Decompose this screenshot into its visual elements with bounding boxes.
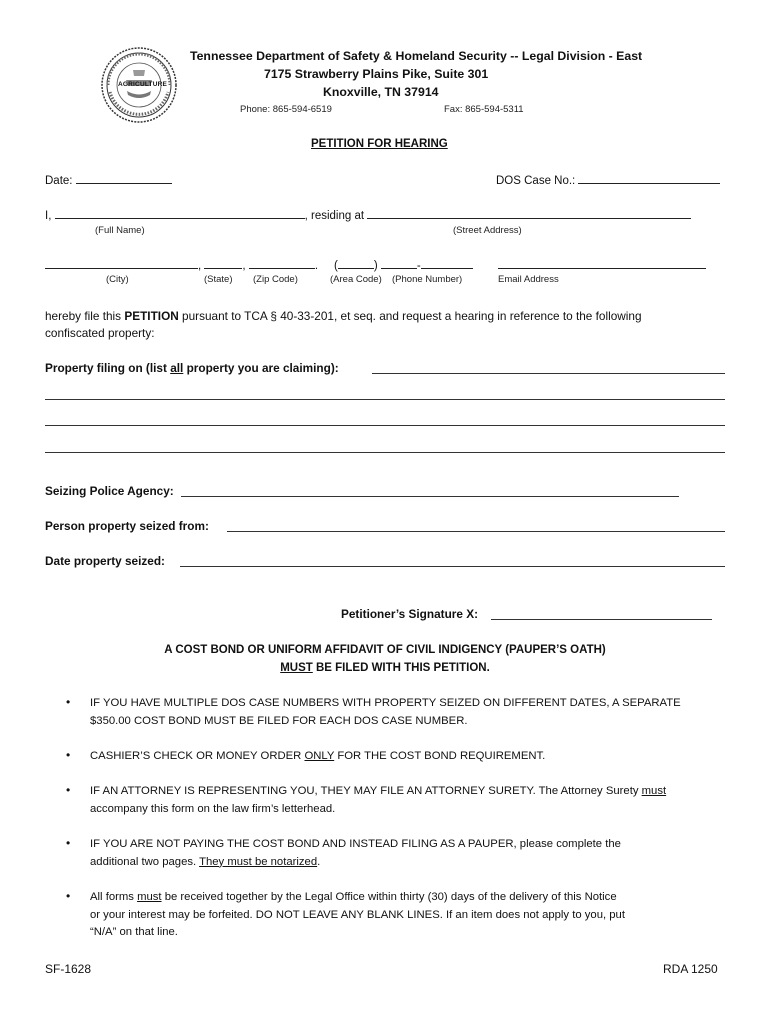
- property-label: [45, 361, 339, 375]
- city-row: [45, 258, 318, 272]
- agency-title: Tennessee Department of Safety & Homeland Security -- Legal Division - East: [190, 49, 643, 63]
- case-label: DOS Case No.:: [496, 175, 576, 187]
- case-line[interactable]: [578, 173, 720, 184]
- paren-open: (: [334, 260, 338, 272]
- email-line[interactable]: [498, 258, 706, 269]
- residing-label: , residing at: [304, 210, 365, 222]
- petition-text-pre: hereby file this: [45, 309, 122, 323]
- name-row: [45, 208, 691, 222]
- full-name-caption: (Full Name): [95, 225, 145, 236]
- property-label-post: property you are claiming):: [186, 361, 339, 375]
- agency-address-line1: 7175 Strawberry Plains Pike, Suite 301: [264, 67, 489, 81]
- date-row: [45, 173, 172, 187]
- bullet-all-forms: [90, 889, 720, 942]
- bullet-3-line2: accompany this form on the law firm’s letterhead.: [90, 802, 336, 815]
- bullet-glyph: •: [66, 695, 71, 709]
- petition-text-bold: PETITION: [124, 309, 179, 323]
- signature-label: Petitioner’s Signature X:: [341, 607, 479, 621]
- bullet-1-line2: $350.00 COST BOND MUST BE FILED FOR EACH DOS CASE NUMBER.: [90, 714, 468, 727]
- bullet-2-pre: CASHIER’S CHECK OR MONEY ORDER: [90, 750, 305, 762]
- seizing-agency-line[interactable]: [181, 496, 679, 497]
- bullet-4-line1: IF YOU ARE NOT PAYING THE COST BOND AND INSTEAD FILING AS A PAUPER, please complete the: [90, 838, 621, 850]
- comma: ,: [242, 260, 246, 272]
- zip-caption: (Zip Code): [253, 274, 298, 285]
- bullet-5-line2: or your interest may be forfeited. DO NOT LEAVE ANY BLANK LINES. If an item does not apply to you, put: [90, 908, 625, 921]
- street-address-line[interactable]: [367, 208, 691, 219]
- bullet-cashiers-check: [90, 748, 720, 766]
- city-line[interactable]: [45, 258, 198, 269]
- bullet-5-underline: must: [137, 891, 162, 903]
- agency-address-line2: Knoxville, TN 37914: [323, 85, 439, 99]
- bullet-1-line1: IF YOU HAVE MULTIPLE DOS CASE NUMBERS WITH PROPERTY SEIZED ON DIFFERENT DATES, A SEPARATE: [90, 697, 681, 709]
- bullet-attorney-surety: [90, 783, 720, 818]
- bullet-5-post: be received together by the Legal Office within thirty (30) days of the delivery of this Notice: [161, 891, 617, 903]
- phone-row: [334, 258, 473, 272]
- bullet-3-underline: must: [641, 785, 667, 797]
- petition-text-line2: confiscated property:: [45, 326, 155, 340]
- date-seized-line[interactable]: [180, 566, 725, 567]
- date-label: Date:: [45, 175, 73, 187]
- bullet-5-pre: All forms: [90, 891, 138, 903]
- full-name-line[interactable]: [55, 208, 305, 219]
- bullet-glyph: •: [66, 783, 71, 797]
- dash: -: [416, 260, 421, 272]
- phone-suffix-line[interactable]: [421, 258, 473, 269]
- signature-line[interactable]: [491, 619, 712, 620]
- period: .: [314, 260, 319, 272]
- bond-notice-line2: [45, 660, 725, 678]
- property-line-4[interactable]: [45, 452, 725, 453]
- bullet-4-post: .: [317, 855, 321, 868]
- person-seized-label: Person property seized from:: [45, 519, 209, 533]
- bullet-2-underline: ONLY: [304, 750, 335, 762]
- property-line-1[interactable]: [372, 373, 725, 374]
- bullet-glyph: •: [66, 748, 71, 762]
- property-label-pre: Property filing on (list: [45, 361, 167, 375]
- street-address-caption: (Street Address): [453, 225, 522, 236]
- case-row: [496, 173, 720, 187]
- bullet-5-line3: “N/A” on that line.: [90, 926, 178, 938]
- property-line-3[interactable]: [45, 425, 725, 426]
- phone-prefix-line[interactable]: [381, 258, 417, 269]
- petition-statement: [45, 308, 735, 342]
- property-label-underlined: all: [170, 361, 184, 375]
- property-line-2[interactable]: [45, 399, 725, 400]
- bond-notice-must: MUST: [280, 661, 313, 674]
- state-seal: [100, 46, 178, 124]
- bond-notice-line1: A COST BOND OR UNIFORM AFFIDAVIT OF CIVIL INDIGENCY (PAUPER’S OATH): [164, 644, 606, 656]
- phone-number-caption: (Phone Number): [392, 274, 463, 285]
- person-seized-line[interactable]: [227, 531, 725, 532]
- comma: ,: [198, 260, 202, 272]
- bullet-2-post: FOR THE COST BOND REQUIREMENT.: [334, 750, 546, 762]
- bullet-4-underline: They must be notarized: [199, 855, 318, 868]
- area-code-line[interactable]: [338, 258, 374, 269]
- bullet-glyph: •: [66, 836, 71, 850]
- rda-number: RDA 1250: [663, 962, 718, 976]
- state-caption: (State): [204, 274, 233, 285]
- agency-fax: Fax: 865-594-5311: [444, 104, 524, 115]
- i-label: I,: [45, 210, 52, 222]
- form-number: SF-1628: [45, 962, 92, 976]
- bullet-4-pre: additional two pages.: [90, 855, 200, 868]
- state-line[interactable]: [204, 258, 242, 269]
- date-line[interactable]: [76, 173, 172, 184]
- bond-notice: [45, 642, 725, 677]
- email-row: [498, 258, 706, 272]
- petition-text-post: pursuant to TCA § 40-33-201, et seq. and request a hearing in reference to the following: [182, 309, 642, 323]
- email-caption: Email Address: [498, 274, 559, 285]
- seal-text: AGRICULTURE: [118, 81, 168, 88]
- city-caption: (City): [106, 274, 129, 285]
- bond-notice-line2-rest: BE FILED WITH THIS PETITION.: [312, 661, 490, 674]
- area-code-caption: (Area Code): [330, 274, 382, 285]
- bullet-glyph: •: [66, 889, 71, 903]
- bullet-3-pre: IF AN ATTORNEY IS REPRESENTING YOU, THEY MAY FILE AN ATTORNEY SURETY. The Attorney Surety: [90, 785, 642, 797]
- agency-phone: Phone: 865-594-6519: [240, 104, 332, 115]
- date-seized-label: Date property seized:: [45, 554, 165, 568]
- seizing-agency-label: Seizing Police Agency:: [45, 484, 174, 498]
- zip-line[interactable]: [249, 258, 315, 269]
- form-title: [311, 138, 448, 150]
- paren-close: ): [373, 260, 378, 272]
- bullet-multiple-case: [90, 695, 720, 730]
- form-title-text: PETITION FOR HEARING: [311, 138, 448, 150]
- bullet-pauper: [90, 836, 720, 871]
